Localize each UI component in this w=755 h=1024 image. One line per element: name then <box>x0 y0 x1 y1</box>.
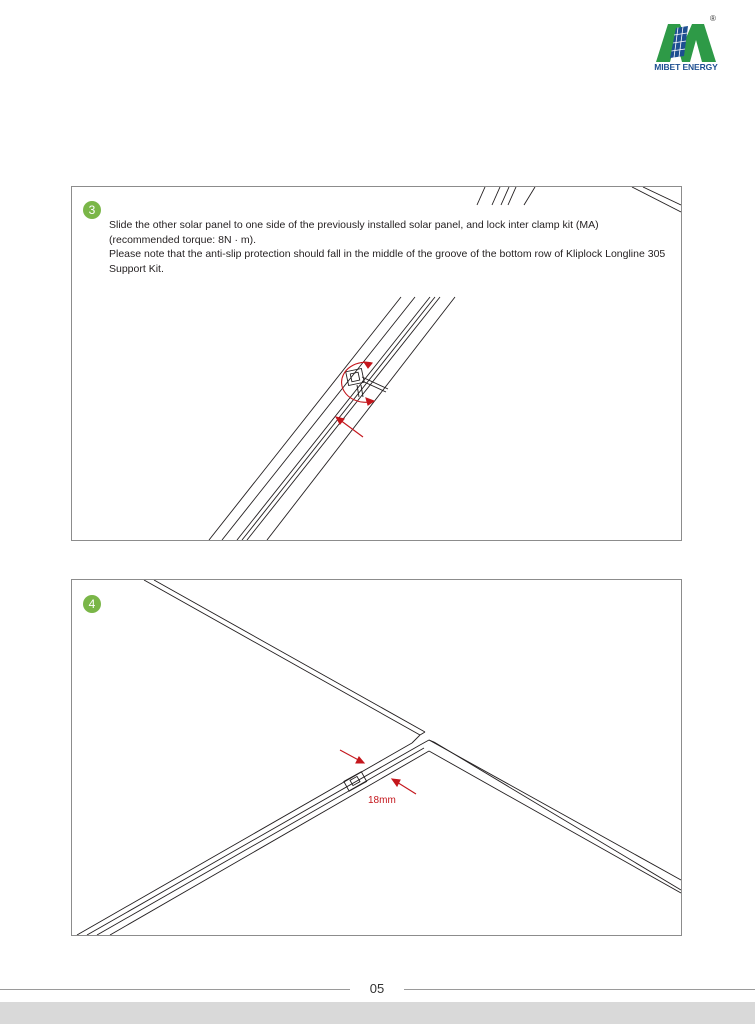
instruction-line: Slide the other solar panel to one side of the previously installed solar panel, and lock inter clamp kit (MA) (recommended torque: 8N · m). <box>109 219 599 246</box>
step-3-panel <box>71 186 682 541</box>
registered-mark: ® <box>710 14 716 23</box>
footer-rule-right <box>404 989 755 990</box>
brand-logo <box>648 14 724 76</box>
logo-text: MIBET ENERGY <box>654 62 718 72</box>
step-number-badge: 3 <box>83 201 101 219</box>
dimension-label: 18mm <box>368 795 396 806</box>
step-4-panel <box>71 579 682 936</box>
footer-rule-left <box>0 989 350 990</box>
instruction-line: Please note that the anti-slip protection should fall in the middle of the groove of the bottom row of Kliplock Longline 305 Support Kit. <box>109 248 666 275</box>
step-4-illustration <box>72 580 681 935</box>
solar-panel-logo-icon <box>654 18 718 62</box>
step-3-instructions <box>109 218 669 276</box>
footer-band <box>0 1002 755 1024</box>
step-number-badge: 4 <box>83 595 101 613</box>
page-number: 05 <box>369 981 385 996</box>
